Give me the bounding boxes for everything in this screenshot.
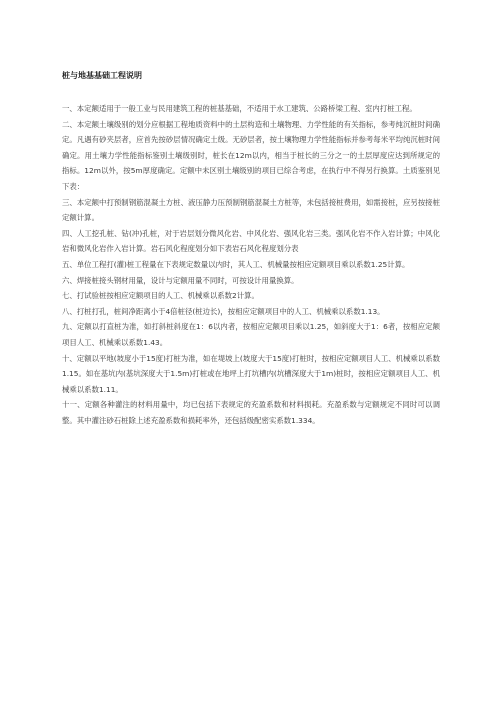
document-page (62, 70, 440, 428)
paragraph-2: 二、本定额土壤级别的划分应根据工程地质资料中的土层构造和土壤物理、力学性能的有关指标，参考纯沉桩时间确定。凡遇有砂夹层者，应首先按砂层情况确定土级。无砂层者，按土壤物理力学性能指标并参考每米平均纯沉桩时间确定。用土壤力学性能指标鉴别土壤级别时，桩长在12m以内，相当于桩长的三分之一的土层厚度应达到所规定的指标。12m以外，按5m厚度确定。定额中未区别土壤级别的项目已综合考虑，在执行中不得另行换算。土质鉴别见下表： (62, 119, 440, 191)
paragraph-6: 六、焊接桩接头钢材用量，设计与定额用量不同时，可按设计用量换算。 (62, 275, 299, 285)
paragraph-4: 四、人工挖孔桩、钻(冲)孔桩，对于岩层划分微风化岩、中风化岩、强风化岩三类。强风化岩不作入岩计算；中风化岩和微风化岩作入岩计算。岩石风化程度划分如下表岩石风化程度划分表 (62, 228, 440, 254)
paragraph-10: 十、定额以平地(坡度小于15度)打桩为准，如在堤坡上(坡度大于15度)打桩时，按相应定额项目人工、机械乘以系数1.15。如在基坑内(基坑深度大于1.5m)打桩或在地坪上打坑槽内(坑槽深度大于1m)桩时，按相应定额项目人工、机械乘以系数1.11。 (62, 353, 440, 394)
paragraph-9: 九、定额以打直桩为准，如打斜桩斜度在1：6以内者，按相应定额项目乘以1.25，如斜度大于1：6者，按相应定额项目人工、机械乘以系数1.43。 (62, 322, 440, 347)
paragraph-3: 三、本定额中打预制钢筋混凝土方桩、液压静力压预制钢筋混凝土方桩等，未包括接桩费用，如需接桩，应另按接桩定额计算。 (62, 197, 440, 223)
paragraph-11: 十一、定额各种灌注的材料用量中，均已包括下表规定的充盈系数和材料损耗。充盈系数与定额规定不同时可以调整。其中灌注砂石桩除上述充盈系数和损耗率外，还包括级配密实系数1.334。 (62, 400, 440, 425)
paragraph-1: 一、本定额适用于一般工业与民用建筑工程的桩基基础，不适用于水工建筑、公路桥梁工程、室内打桩工程。 (62, 104, 417, 113)
document-title: 桩与地基基础工程说明 (62, 71, 142, 80)
paragraph-5: 五、单位工程打(灌)桩工程量在下表规定数量以内时，其人工、机械量按相应定额项目乘以系数1.25计算。 (62, 259, 410, 269)
paragraph-7: 七、打试验桩按相应定额项目的人工、机械乘以系数2计算。 (62, 291, 259, 301)
paragraph-8: 八、打桩打孔，桩间净距离小于4倍桩径(桩边长)，按相应定额项目中的人工、机械乘以系数1.13。 (62, 306, 385, 316)
